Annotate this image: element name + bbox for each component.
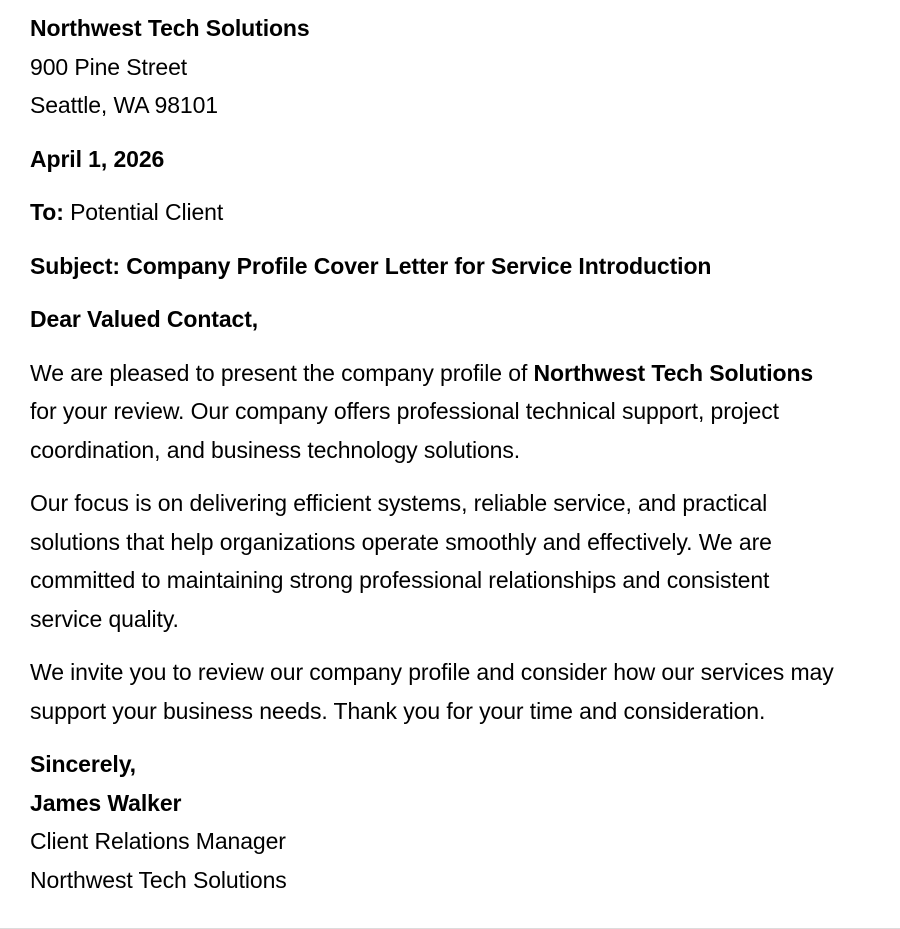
inline-company-name: Northwest Tech Solutions	[533, 359, 814, 386]
sender-company-name: Northwest Tech Solutions	[30, 15, 310, 41]
body-paragraph-3: We invite you to review our company profile and consider how our services may support your business needs. Thank you for your time and consideration.	[30, 659, 834, 724]
recipient-line	[30, 193, 838, 232]
to-label: To:	[30, 199, 64, 225]
paragraph-1-text-end: for your review. Our company offers professional technical support, project coordination, and business technology solutions.	[30, 398, 779, 463]
sender-city: Seattle, WA 98101	[30, 92, 218, 118]
body-paragraph-1	[30, 354, 838, 470]
paragraph-1-text-start: We are pleased to present the company profile of	[30, 359, 534, 386]
letter-document	[30, 9, 870, 899]
sender-street: 900 Pine Street	[30, 53, 188, 80]
signer-company: Northwest Tech Solutions	[30, 866, 287, 893]
signature-closing: Sincerely,	[30, 751, 136, 777]
subject-line: Subject: Company Profile Cover Letter for Service Introduction	[30, 252, 712, 279]
signature-block	[30, 745, 838, 899]
body-paragraph-2: Our focus is on delivering efficient systems, reliable service, and practical solutions that help organizations operate smoothly and effectively. We are committed to maintaining strong professional relationships and consistent service quality.	[30, 490, 772, 632]
salutation: Dear Valued Contact,	[30, 306, 259, 332]
letter-date: April 1, 2026	[30, 145, 165, 172]
signer-title: Client Relations Manager	[30, 828, 286, 854]
to-value: Potential Client	[70, 199, 224, 225]
signer-name: James Walker	[30, 789, 182, 816]
sender-address-block	[30, 9, 838, 125]
